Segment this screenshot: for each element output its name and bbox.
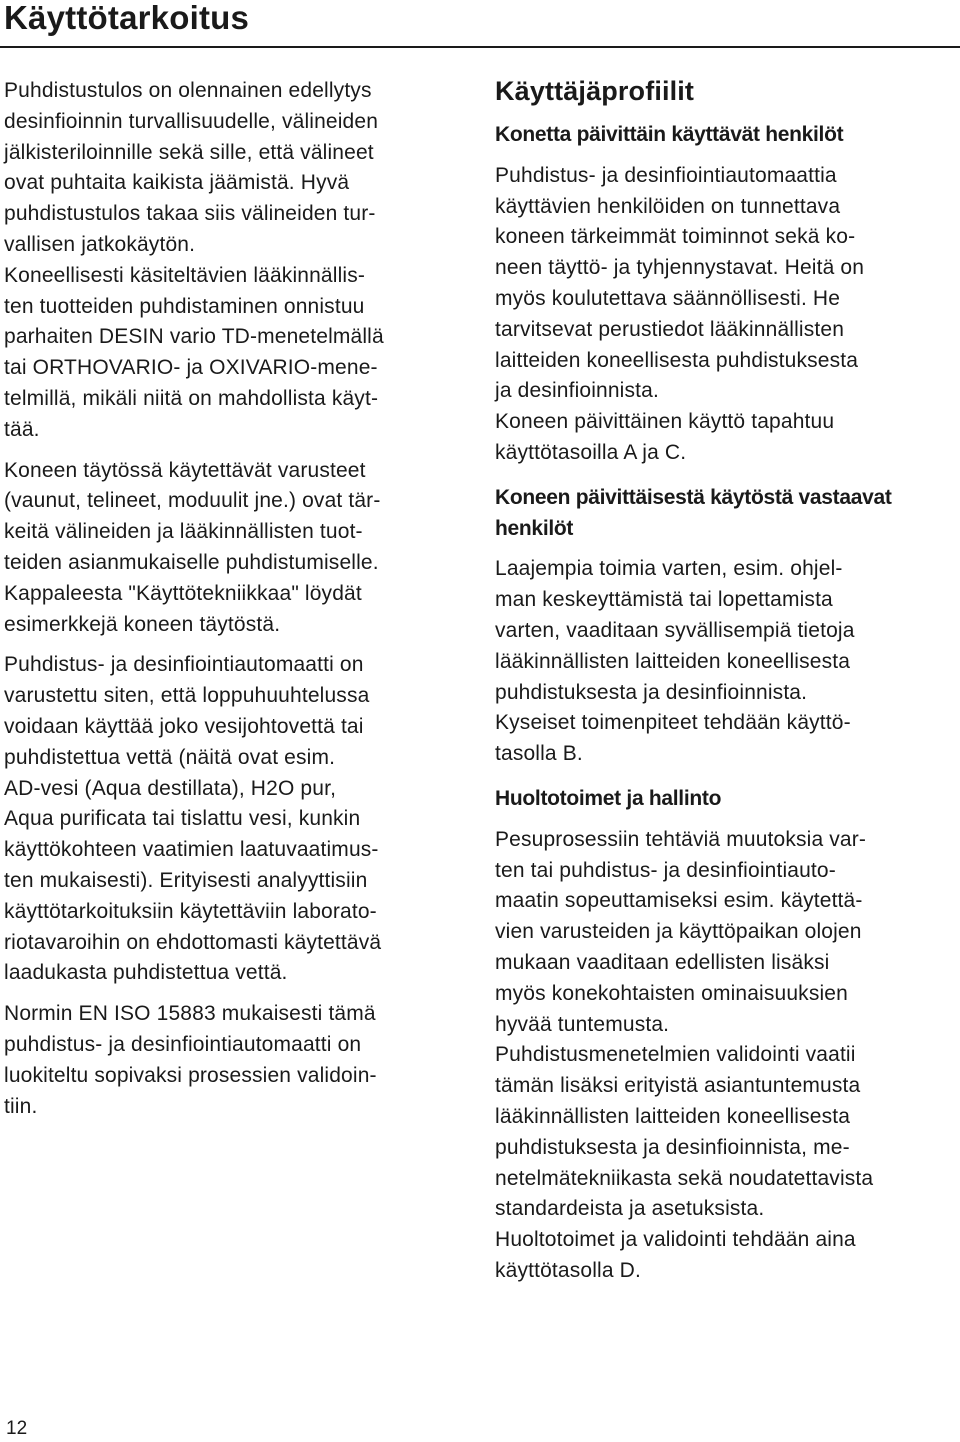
section-heading: Koneen päivittäisestä käytöstä vastaavat — [495, 485, 892, 509]
text-line: käyttötarkoituksiin käytettäviin laborato- — [4, 899, 377, 923]
right-column — [495, 76, 955, 1287]
text-line: hyvää tuntemusta. — [495, 1012, 670, 1036]
text-line: ten tai puhdistus- ja desinfiointiauto- — [495, 858, 836, 882]
text-line: Puhdistus- ja desinfiointiautomaatti on — [4, 653, 364, 677]
text-line: teiden asianmukaiselle puhdistumiselle. — [4, 550, 379, 574]
standard-paragraph — [4, 999, 466, 1122]
loading-accessories-paragraph — [4, 456, 466, 641]
text-line: lääkinnällisten laitteiden koneellisesta — [495, 649, 851, 673]
text-line: tarvitsevat perustiedot lääkinnällisten — [495, 317, 845, 341]
text-line: tai ORTHOVARIO- ja OXIVARIO-mene- — [4, 356, 378, 380]
left-column — [4, 76, 466, 1122]
text-line: varten, vaaditaan syvällisempiä tietoja — [495, 618, 855, 642]
section-heading: Huoltotoimet ja hallinto — [495, 786, 722, 810]
text-line: (vaunut, telineet, moduulit jne.) ovat tär- — [4, 489, 381, 513]
text-line: keitä välineiden ja lääkinnällisten tuot- — [4, 520, 363, 544]
text-line: mukaan vaaditaan edellisten lisäksi — [495, 950, 830, 974]
text-line: Huoltotoimet ja validointi tehdään aina — [495, 1228, 856, 1252]
text-line: Pesuprosessiin tehtäviä muutoksia var- — [495, 827, 867, 851]
section-heading: Konetta päivittäin käyttävät henkilöt — [495, 123, 844, 146]
text-line: maatin sopeuttamiseksi esim. käytettä- — [495, 889, 863, 913]
text-line: myös konekohtaisten ominaisuuksien — [495, 981, 848, 1005]
text-line: standardeista ja asetuksista. — [495, 1197, 765, 1221]
text-line: Koneen päivittäinen käyttö tapahtuu — [495, 410, 835, 434]
text-line: ovat puhtaita kaikista jäämistä. Hyvä — [4, 171, 350, 195]
text-line: parhaiten DESIN vario TD-menetelmällä — [4, 325, 384, 349]
text-line: puhdistuksesta ja desinfioinnista, me- — [495, 1135, 850, 1159]
text-line: man keskeyttämistä tai lopettamista — [495, 588, 833, 612]
text-line: laadukasta puhdistettua vettä. — [4, 961, 288, 985]
text-line: luokiteltu sopivaksi prosessien validoin- — [4, 1063, 377, 1087]
text-line: ten tuotteiden puhdistaminen onnistuu — [4, 294, 365, 318]
text-line: Normin EN ISO 15883 mukaisesti tämä — [4, 1002, 376, 1026]
page-title: Käyttötarkoitus — [4, 0, 250, 36]
text-line: lääkinnällisten laitteiden koneellisesta — [495, 1104, 851, 1128]
text-line: ten mukaisesti). Erityisesti analyyttisiin — [4, 868, 368, 892]
page-number: 12 — [6, 1418, 28, 1439]
text-line: laitteiden koneellisesta puhdistuksesta — [495, 348, 859, 372]
responsible-users-section — [495, 483, 955, 770]
intro-paragraph — [4, 76, 466, 446]
text-line: tämän lisäksi erityistä asiantuntemusta — [495, 1074, 861, 1098]
text-line: riotavaroihin on ehdottomasti käytettävä — [4, 930, 382, 954]
text-line: Koneen täytössä käytettävät varusteet — [4, 458, 366, 482]
daily-users-section — [495, 120, 955, 469]
water-quality-paragraph — [4, 650, 466, 989]
text-line: ja desinfioinnista. — [495, 379, 659, 403]
text-line: puhdistustulos takaa siis välineiden tur- — [4, 202, 376, 226]
text-line: käyttävien henkilöiden on tunnettava — [495, 194, 841, 218]
text-line: vallisen jatkokäytön. — [4, 232, 196, 256]
text-line: Puhdistus- ja desinfiointiautomaattia — [495, 163, 837, 187]
user-profiles-heading: Käyttäjäprofiilit — [495, 76, 695, 106]
text-line: telmillä, mikäli niitä on mahdollista käyt- — [4, 386, 379, 410]
section-heading-continued: henkilöt — [495, 516, 574, 540]
text-line: Aqua purificata tai tislattu vesi, kunkin — [4, 807, 361, 831]
text-line: AD-vesi (Aqua destillata), H2O pur, — [4, 776, 337, 800]
text-line: vien varusteiden ja käyttöpaikan olojen — [495, 920, 862, 944]
service-admin-section — [495, 784, 955, 1287]
text-line: Kappaleesta "Käyttötekniikkaa" löydät — [4, 581, 362, 605]
title-divider — [0, 46, 960, 48]
text-line: tasolla B. — [495, 742, 583, 766]
text-line: tiin. — [4, 1094, 38, 1118]
text-line: Laajempia toimia varten, esim. ohjel- — [495, 557, 843, 581]
text-line: desinfioinnin turvallisuudelle, välineiden — [4, 109, 379, 133]
text-line: käyttökohteen vaatimien laatuvaatimus- — [4, 838, 379, 862]
text-line: käyttötasolla D. — [495, 1258, 641, 1282]
text-line: puhdistuksesta ja desinfioinnista. — [495, 680, 808, 704]
text-line: voidaan käyttää joko vesijohtovettä tai — [4, 714, 364, 738]
text-line: Kyseiset toimenpiteet tehdään käyttö- — [495, 711, 851, 735]
text-line: varustettu siten, että loppuhuuhtelussa — [4, 684, 370, 708]
text-line: Puhdistustulos on olennainen edellytys — [4, 79, 372, 102]
text-line: puhdistettua vettä (näitä ovat esim. — [4, 745, 336, 769]
text-line: myös koulutettava säännöllisesti. He — [495, 286, 841, 310]
text-line: tää. — [4, 417, 40, 441]
text-line: Puhdistusmenetelmien validointi vaatii — [495, 1043, 856, 1067]
text-line: netelmätekniikasta sekä noudatettavista — [495, 1166, 874, 1190]
text-line: esimerkkejä koneen täytöstä. — [4, 612, 281, 636]
text-line: koneen tärkeimmät toiminnot sekä ko- — [495, 225, 856, 249]
text-line: neen täyttö- ja tyhjennystavat. Heitä on — [495, 256, 865, 280]
text-line: puhdistus- ja desinfiointiautomaatti on — [4, 1032, 362, 1056]
text-line: käyttötasoilla A ja C. — [495, 440, 687, 464]
text-line: jälkisteriloinnille sekä sille, että välineet — [4, 140, 374, 164]
text-line: Koneellisesti käsiteltävien lääkinnällis- — [4, 263, 365, 287]
